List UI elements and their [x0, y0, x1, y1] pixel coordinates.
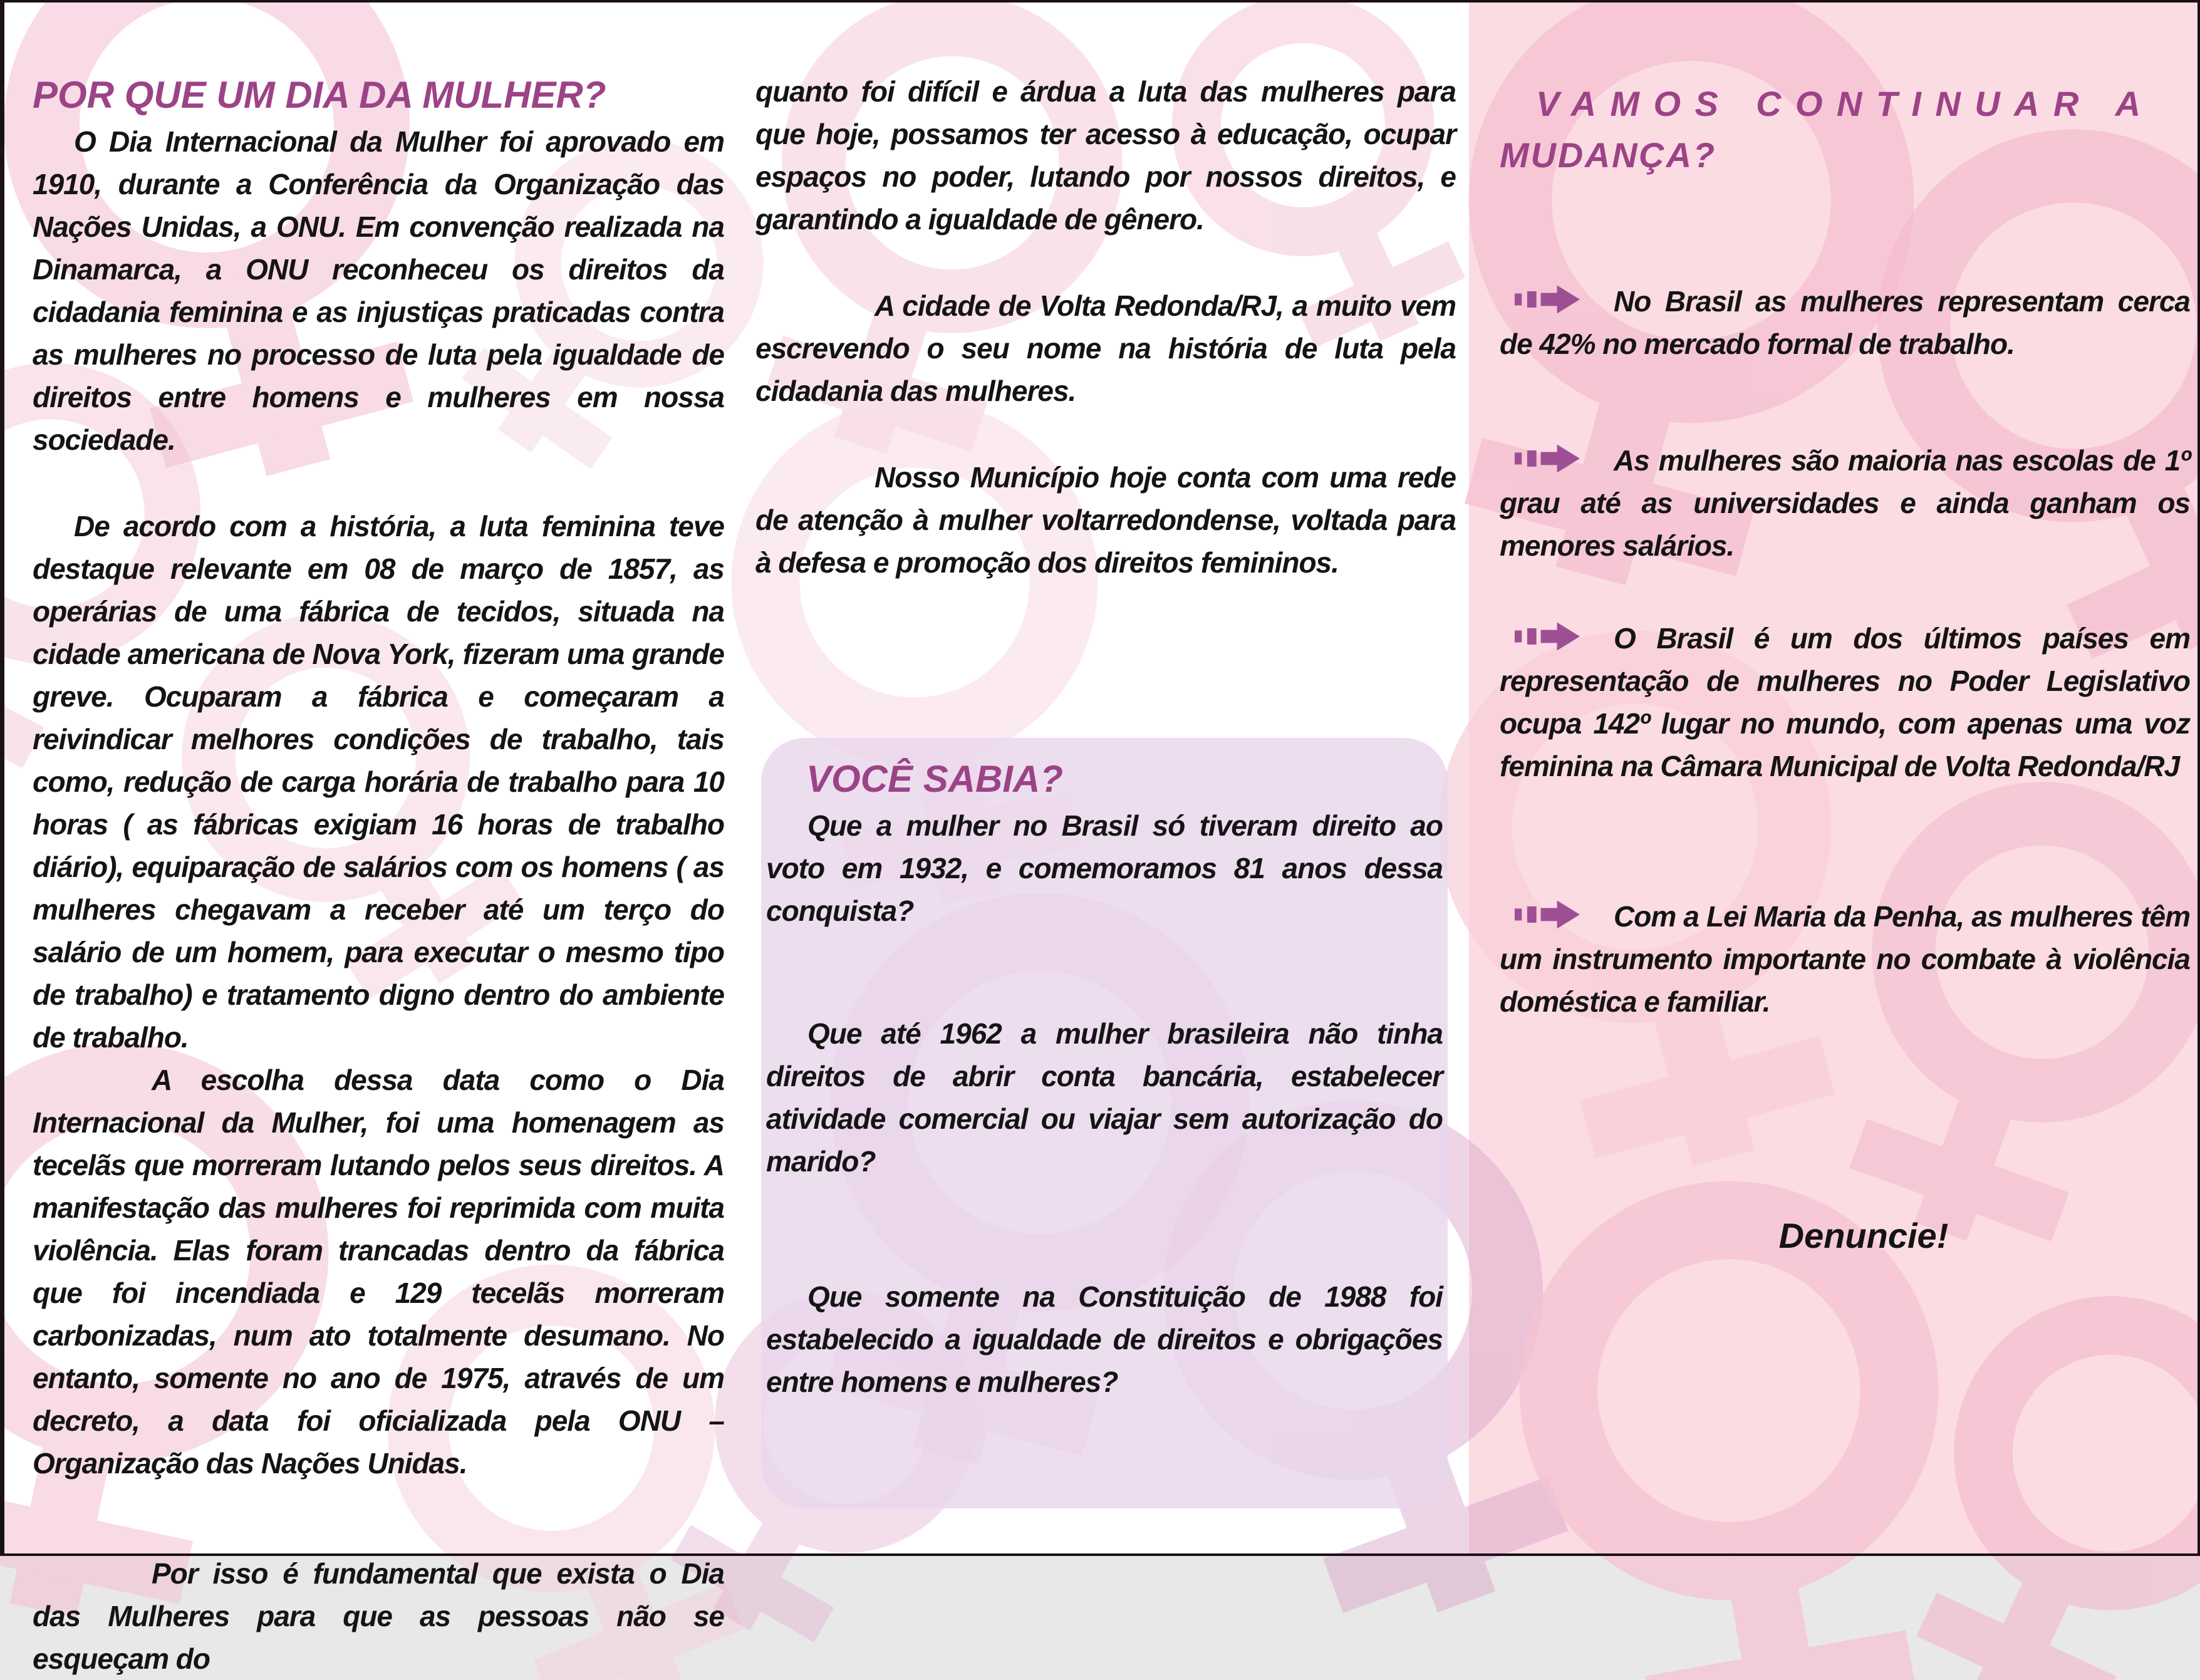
right-column-title-line1: VAMOS CONTINUAR A: [1536, 84, 2155, 123]
left-column: [33, 70, 724, 1680]
did-you-know-content: [766, 754, 1443, 1403]
did-you-know-title: VOCÊ SABIA?: [806, 758, 1064, 800]
bullet-item: [1500, 895, 2190, 1023]
paragraph: Por isso é fundamental que exista o Dia das Mulheres para que as pessoas não se esqueçam do: [33, 1557, 724, 1675]
bullet-text: O Brasil é um dos últimos países em representação de mulheres no Poder Legislativo ocupa 142º lugar no mundo, com apenas uma voz feminina na Câmara Municipal de Volta Redonda/RJ: [1500, 622, 2190, 782]
left-column-title: POR QUE UM DIA DA MULHER?: [33, 74, 606, 116]
paragraph: De acordo com a história, a luta feminina teve destaque relevante em 08 de março de 1857, as operárias de uma fábrica de tecidos, situada na cidade americana de Nova York, fizeram uma grande greve. Ocuparam a fábrica e começaram a reivindicar melhores condições de trabalho, tais como, redução de carga horária de trabalho para 10 horas ( as fábricas exigiam 16 horas de trabalho diário), equiparação de salários com os homens ( as mulheres chegavam a receber até um terço do salário de um homem, para executar o mesmo tipo de trabalho) e tratamento digno dentro do ambiente de trabalho.: [33, 510, 724, 1054]
bullet-text: Com a Lei Maria da Penha, as mulheres têm um instrumento importante no combate à violência doméstica e familiar.: [1500, 900, 2190, 1018]
arrow-bullet-icon: [1507, 898, 1572, 926]
bullet-item: [1500, 439, 2190, 567]
arrow-bullet-icon: [1507, 283, 1572, 311]
paragraph: A escolha dessa data como o Dia Internacional da Mulher, foi uma homenagem as tecelãs que morreram lutando pelos seus direitos. A manifestação das mulheres foi reprimida com muita violência. Elas foram trancadas dentro da fábrica que foi incendiada e 129 tecelãs morreram carbonizadas, num ato totalmente desumano. No entanto, somente no ano de 1975, através de um decreto, a data foi oficializada pela ONU – Organização das Nações Unidas.: [33, 1064, 724, 1480]
denounce-footer: Denuncie!: [1778, 1216, 1949, 1255]
bullet-item: [1500, 280, 2190, 365]
column-divider: [0, 0, 4, 1556]
bullet-text: No Brasil as mulheres representam cerca de 42% no mercado formal de trabalho.: [1500, 285, 2190, 360]
right-column-title-line2: MUDANÇA?: [1500, 135, 1716, 175]
bullet-item: [1500, 617, 2190, 787]
question: Que somente na Constituição de 1988 foi estabelecido a igualdade de direitos e obrigações entre homens e mulheres?: [766, 1280, 1443, 1398]
question: Que até 1962 a mulher brasileira não tinha direitos de abrir conta bancária, estabelecer atividade comercial ou viajar sem autorização do marido?: [766, 1017, 1443, 1178]
arrow-bullet-icon: [1507, 620, 1572, 648]
question: Que a mulher no Brasil só tiveram direito ao voto em 1932, e comemoramos 81 anos dessa conquista?: [766, 809, 1443, 927]
middle-column: [755, 70, 1456, 584]
paragraph: Nosso Município hoje conta com uma rede de atenção à mulher voltarredondense, voltada para à defesa e promoção dos direitos femininos.: [755, 461, 1456, 579]
paragraph: O Dia Internacional da Mulher foi aprovado em 1910, durante a Conferência da Organização das Nações Unidas, a ONU. Em convenção realizada na Dinamarca, a ONU reconheceu os direitos da cidadania feminina e as injustiças praticadas contra as mulheres no processo de luta pela igualdade de direitos entre homens e mulheres em nossa sociedade.: [33, 125, 724, 456]
paragraph: A cidade de Volta Redonda/RJ, a muito vem escrevendo o seu nome na história de luta pela cidadania das mulheres.: [755, 289, 1456, 407]
arrow-bullet-icon: [1507, 442, 1572, 470]
right-column: [1500, 78, 2190, 1261]
bullet-text: As mulheres são maioria nas escolas de 1º grau até as universidades e ainda ganham os menores salários.: [1500, 444, 2190, 562]
did-you-know-box: [761, 738, 1448, 1508]
paragraph: quanto foi difícil e árdua a luta das mulheres para que hoje, possamos ter acesso à educação, ocupar espaços no poder, lutando por nossos direitos, e garantindo a igualdade de gênero.: [755, 75, 1456, 236]
